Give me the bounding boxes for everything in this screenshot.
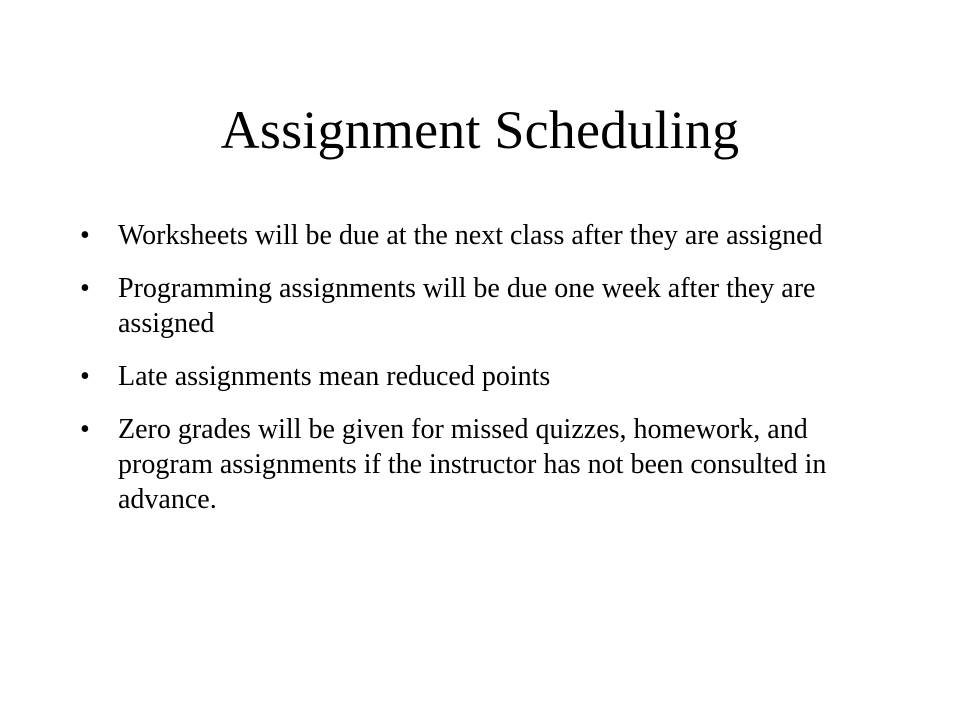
bullet-dot-icon: •	[80, 361, 90, 392]
bullet-item-programming	[80, 271, 870, 341]
bullet-item-late	[80, 359, 870, 394]
bullet-item-zero-grades	[80, 412, 870, 517]
bullet-list	[80, 218, 870, 535]
bullet-dot-icon: •	[80, 414, 90, 445]
bullet-dot-icon: •	[80, 220, 90, 251]
bullet-text: Late assignments mean reduced points	[118, 361, 551, 392]
bullet-item-worksheets	[80, 218, 870, 253]
bullet-text: Worksheets will be due at the next class after they are assigned	[118, 220, 823, 251]
bullet-text: Programming assignments will be due one week after they are assigned	[118, 273, 816, 339]
bullet-dot-icon: •	[80, 273, 90, 304]
bullet-text: Zero grades will be given for missed quizzes, homework, and program assignments if the instructor has not been consulted in advance.	[118, 414, 827, 515]
slide-title: Assignment Scheduling	[220, 100, 740, 160]
